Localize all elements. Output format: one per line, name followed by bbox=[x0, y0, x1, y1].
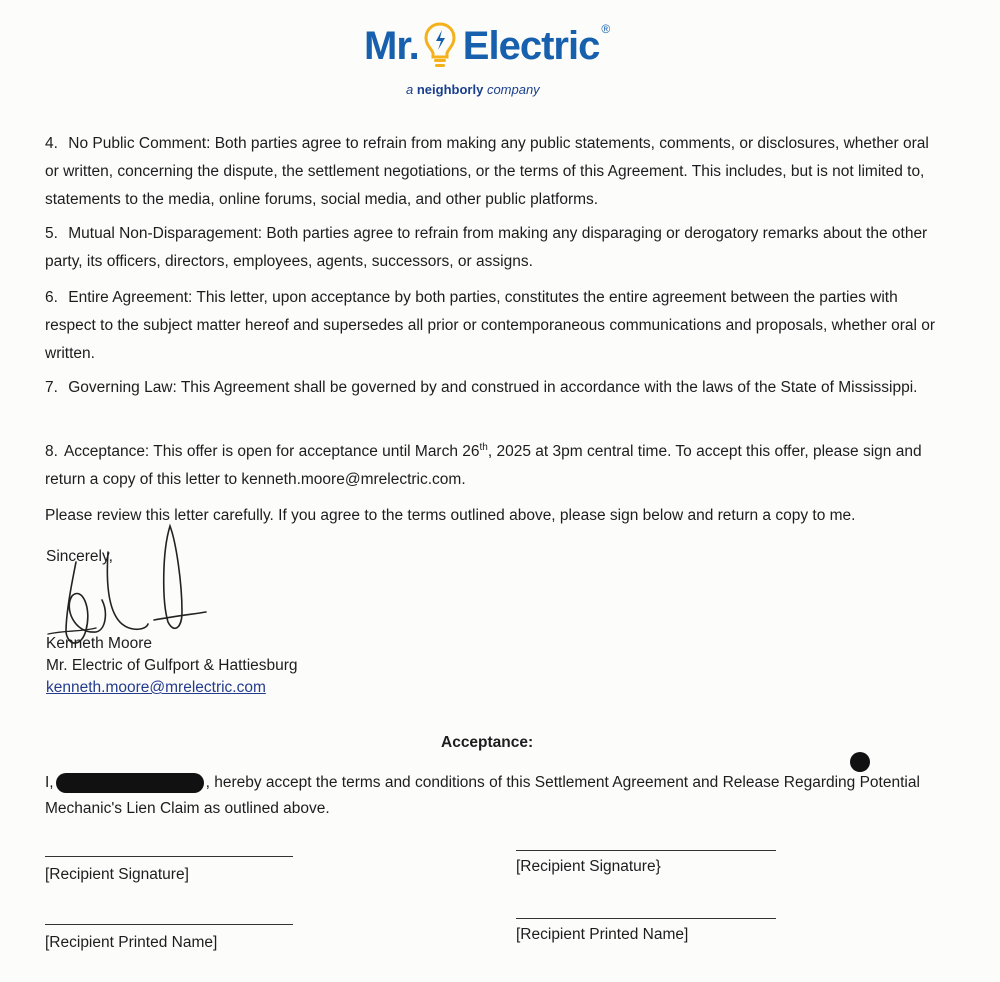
left-name-label: [Recipient Printed Name] bbox=[45, 934, 218, 951]
acceptance-paragraph bbox=[45, 770, 935, 822]
right-signature-label: [Recipient Signature} bbox=[516, 858, 661, 875]
clause-4 bbox=[45, 130, 935, 214]
left-name-line bbox=[45, 924, 293, 925]
tagline bbox=[406, 82, 540, 97]
clause-text-before: Acceptance: This offer is open for acceptance until March 26 bbox=[63, 443, 480, 460]
right-name-line bbox=[516, 918, 776, 919]
clause-sup: th bbox=[479, 441, 488, 453]
clause-6 bbox=[45, 284, 935, 368]
ink-dot bbox=[850, 752, 870, 772]
redacted-name bbox=[56, 773, 204, 793]
right-signature-line bbox=[516, 850, 776, 851]
lightbulb-icon bbox=[423, 20, 457, 72]
clause-number: 4. bbox=[45, 135, 58, 152]
acceptance-text: , hereby accept the terms and conditions of this Settlement Agreement and Release Regarding Potential Mechanic's Lien Claim as outlined above. bbox=[45, 774, 920, 817]
logo-text-left: Mr. bbox=[364, 24, 419, 68]
clause-number: 6. bbox=[45, 289, 58, 306]
clause-text: Governing Law: This Agreement shall be governed by and construed in accordance with the laws of the State of Mississippi. bbox=[68, 379, 918, 396]
acceptance-title: Acceptance: bbox=[441, 734, 534, 751]
clause-5 bbox=[45, 220, 935, 276]
left-signature-line bbox=[45, 856, 293, 857]
clause-text: Mutual Non-Disparagement: Both parties agree to refrain from making any disparaging or derogatory remarks about the other party, its officers, directors, employees, agents, successors, or assigns. bbox=[45, 225, 928, 270]
clause-text: Entire Agreement: This letter, upon acceptance by both parties, constitutes the entire agreement between the parties with respect to the subject matter hereof and supersedes all prior or contemporaneous communications and proposals, whether oral or written. bbox=[45, 289, 936, 362]
salutation: Sincerely, bbox=[46, 548, 113, 565]
acceptance-prefix: I, bbox=[45, 774, 54, 791]
mr-electric-logo bbox=[364, 16, 610, 76]
logo-registered-mark: ® bbox=[601, 22, 611, 36]
logo-text-right: Electric bbox=[462, 24, 600, 68]
clause-number: 8. bbox=[45, 443, 58, 460]
clause-8 bbox=[45, 438, 935, 494]
tagline-suffix: company bbox=[486, 82, 540, 97]
left-signature-label: [Recipient Signature] bbox=[45, 866, 189, 883]
signer-name: Kenneth Moore bbox=[46, 635, 152, 652]
clause-number: 5. bbox=[45, 225, 58, 242]
tagline-prefix: a bbox=[406, 82, 414, 97]
right-name-label: [Recipient Printed Name] bbox=[516, 926, 689, 943]
clause-number: 7. bbox=[45, 379, 58, 396]
clause-7 bbox=[45, 374, 935, 402]
tagline-brand: neighborly bbox=[416, 82, 484, 97]
closing-paragraph: Please review this letter carefully. If you agree to the terms outlined above, please sign below and return a copy to me. bbox=[45, 507, 856, 524]
signer-company: Mr. Electric of Gulfport & Hattiesburg bbox=[46, 657, 298, 674]
clause-text-after: , 2025 at 3pm central time. To accept this offer, please sign and return a copy of this letter to kenneth.moore@mrelectric.com. bbox=[45, 443, 922, 488]
signer-email-link[interactable]: kenneth.moore@mrelectric.com bbox=[46, 679, 266, 696]
clause-text: No Public Comment: Both parties agree to refrain from making any public statements, comments, or disclosures, whether oral or written, concerning the dispute, the settlement negotiations, or the terms of this Agreement. This includes, but is not limited to, statements to the media, online forums, social media, and other public platforms. bbox=[45, 135, 929, 208]
